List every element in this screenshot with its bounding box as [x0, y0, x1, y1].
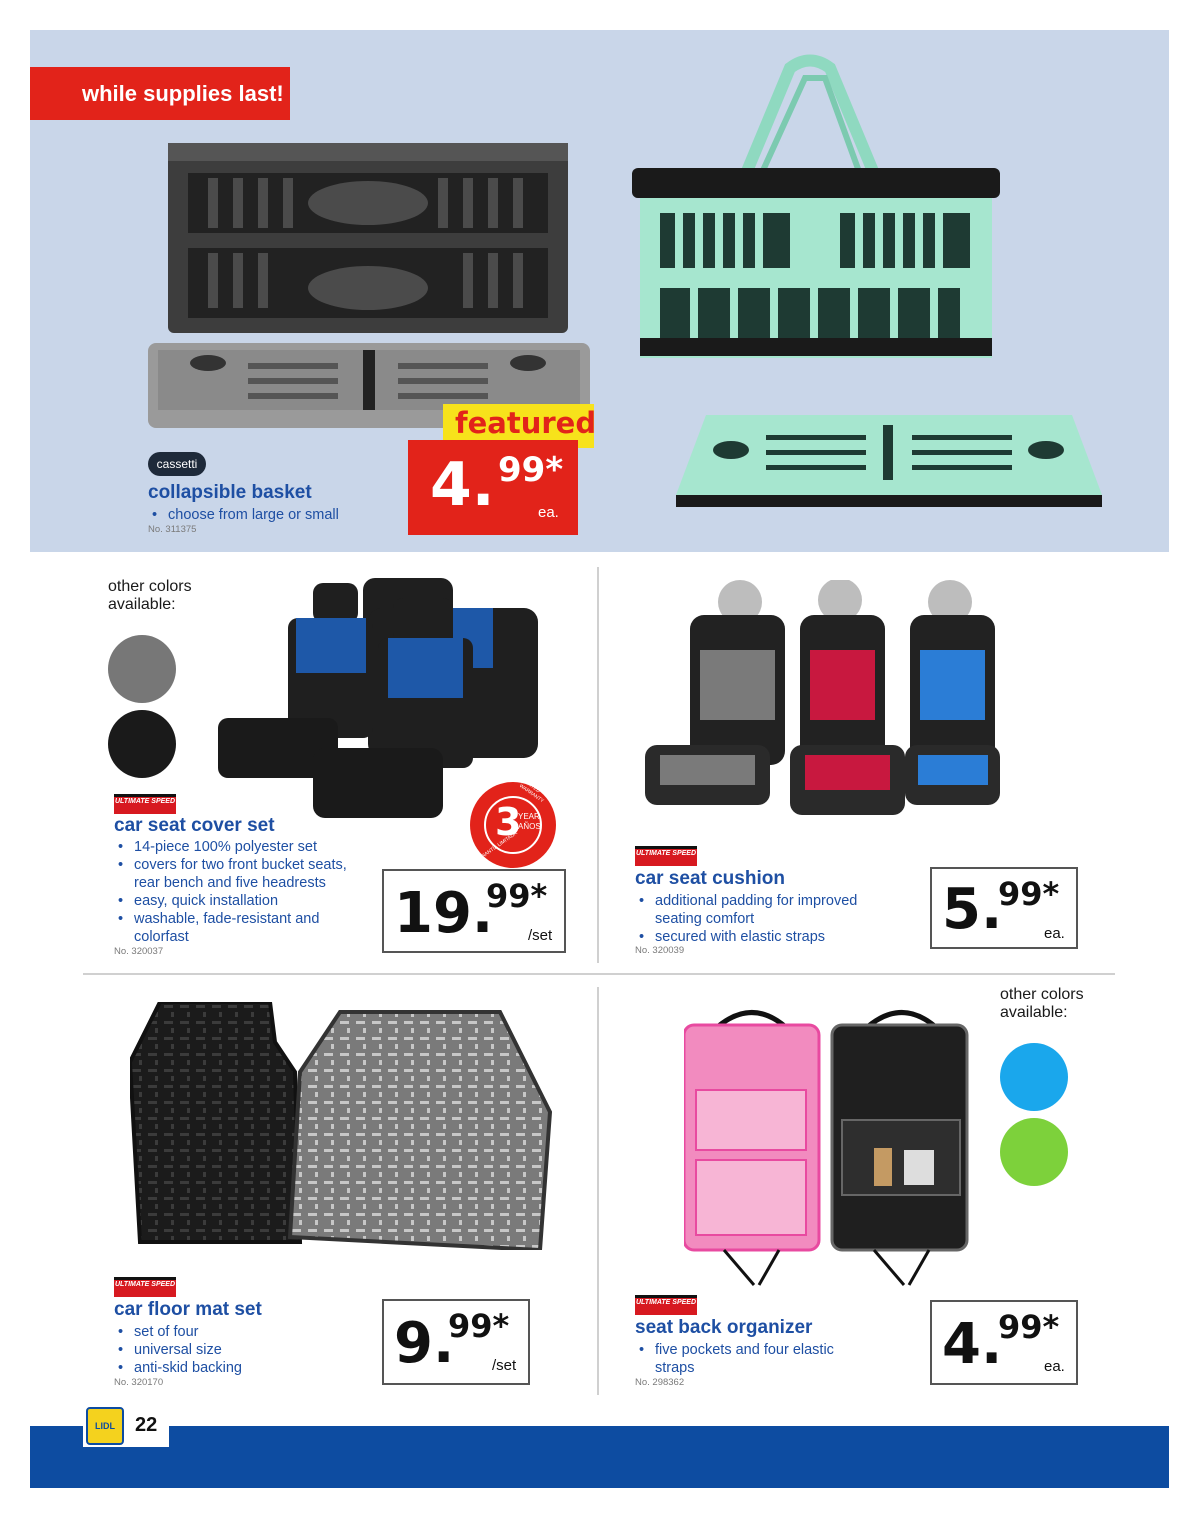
lidl-logo: LIDL: [86, 1407, 124, 1445]
brand-badge: ULTIMATE SPEED: [114, 1277, 176, 1297]
product-bullets: [635, 892, 895, 946]
hero-product-title: collapsible basket: [148, 482, 312, 503]
price-cents: 99*: [998, 875, 1060, 913]
bullet: • covers for two front bucket seats, rear bench and five headrests: [114, 856, 364, 892]
brand-badge: ULTIMATE SPEED: [635, 1295, 697, 1315]
bullet: • universal size: [114, 1341, 364, 1359]
bullet: • additional padding for improved seating comfort: [635, 892, 895, 928]
bullet: • anti-skid backing: [114, 1359, 364, 1377]
item-number: No. 298362: [635, 1377, 685, 1388]
price-main: 19.: [394, 881, 494, 946]
price-main: 9.: [394, 1311, 455, 1376]
product-title: car seat cushion: [635, 868, 785, 889]
bullet: • set of four: [114, 1323, 364, 1341]
hero-item-number: No. 311375: [148, 524, 197, 535]
price-unit: ea.: [1044, 925, 1065, 942]
hero-bullets: [148, 506, 408, 524]
color-swatch-gray[interactable]: [108, 635, 176, 703]
color-swatch-black[interactable]: [108, 710, 176, 778]
product-title: car floor mat set: [114, 1299, 262, 1320]
crate-image: [148, 128, 590, 438]
price-box: [382, 1299, 530, 1385]
basket-image: [630, 48, 1002, 368]
price-box: [930, 867, 1078, 949]
item-number: No. 320170: [114, 1377, 164, 1388]
product-title: seat back organizer: [635, 1317, 813, 1338]
warranty-badge: [470, 778, 556, 868]
price-main: 4.: [430, 450, 495, 520]
other-colors-label: other colors available:: [108, 578, 192, 613]
page-number: 22: [135, 1414, 158, 1436]
divider-vertical-top: [597, 567, 599, 963]
warranty-ring-top: LIMITED WARRANTY: [517, 778, 545, 805]
product-bullets: [114, 1323, 364, 1377]
item-number: No. 320039: [635, 945, 685, 956]
price-unit: ea.: [538, 504, 559, 521]
item-number: No. 320037: [114, 946, 164, 957]
price-cents: 99*: [998, 1308, 1060, 1346]
footer-bar: [30, 1426, 1169, 1488]
warranty-years: 3: [495, 800, 522, 844]
hero-price-box: [408, 440, 578, 535]
divider-horizontal: [83, 973, 1115, 975]
brand-badge: ULTIMATE SPEED: [114, 794, 176, 814]
bullet: • secured with elastic straps: [635, 928, 895, 946]
warranty-ring-bottom: GARANTÍA LIMITADA: [474, 830, 519, 864]
cassetti-logo: cassetti: [148, 452, 206, 476]
price-box: [930, 1300, 1078, 1385]
bullet: • easy, quick installation: [114, 892, 364, 910]
divider-vertical-bottom: [597, 987, 599, 1395]
color-swatch-green[interactable]: [1000, 1118, 1068, 1186]
warranty-text: YEAR AÑOS: [518, 812, 541, 831]
bullet: • choose from large or small: [148, 506, 408, 524]
floor-mat-image: [130, 1002, 555, 1250]
featured-label: featured: [455, 406, 597, 440]
price-main: 4.: [942, 1312, 1003, 1377]
bullet: • 14-piece 100% polyester set: [114, 838, 364, 856]
price-cents: 99*: [486, 877, 548, 915]
product-bullets: [114, 838, 364, 946]
seat-cushion-image: [640, 580, 1000, 826]
price-unit: /set: [528, 927, 553, 944]
other-colors-label: other colors available:: [1000, 986, 1084, 1021]
price-cents: 99*: [498, 450, 564, 490]
product-bullets: [635, 1341, 865, 1377]
brand-badge: ULTIMATE SPEED: [635, 846, 697, 866]
bullet: • five pockets and four elastic straps: [635, 1341, 865, 1377]
price-unit: ea.: [1044, 1358, 1065, 1375]
basket-folded-image: [676, 410, 1102, 510]
price-main: 5.: [942, 877, 1003, 942]
organizer-image: [684, 1000, 969, 1290]
color-swatch-blue[interactable]: [1000, 1043, 1068, 1111]
supplies-banner: while supplies last!: [30, 67, 290, 120]
price-unit: /set: [492, 1357, 517, 1374]
product-title: car seat cover set: [114, 815, 275, 836]
bullet: • washable, fade-resistant and colorfast: [114, 910, 364, 946]
price-cents: 99*: [448, 1307, 510, 1345]
price-box: [382, 869, 566, 953]
